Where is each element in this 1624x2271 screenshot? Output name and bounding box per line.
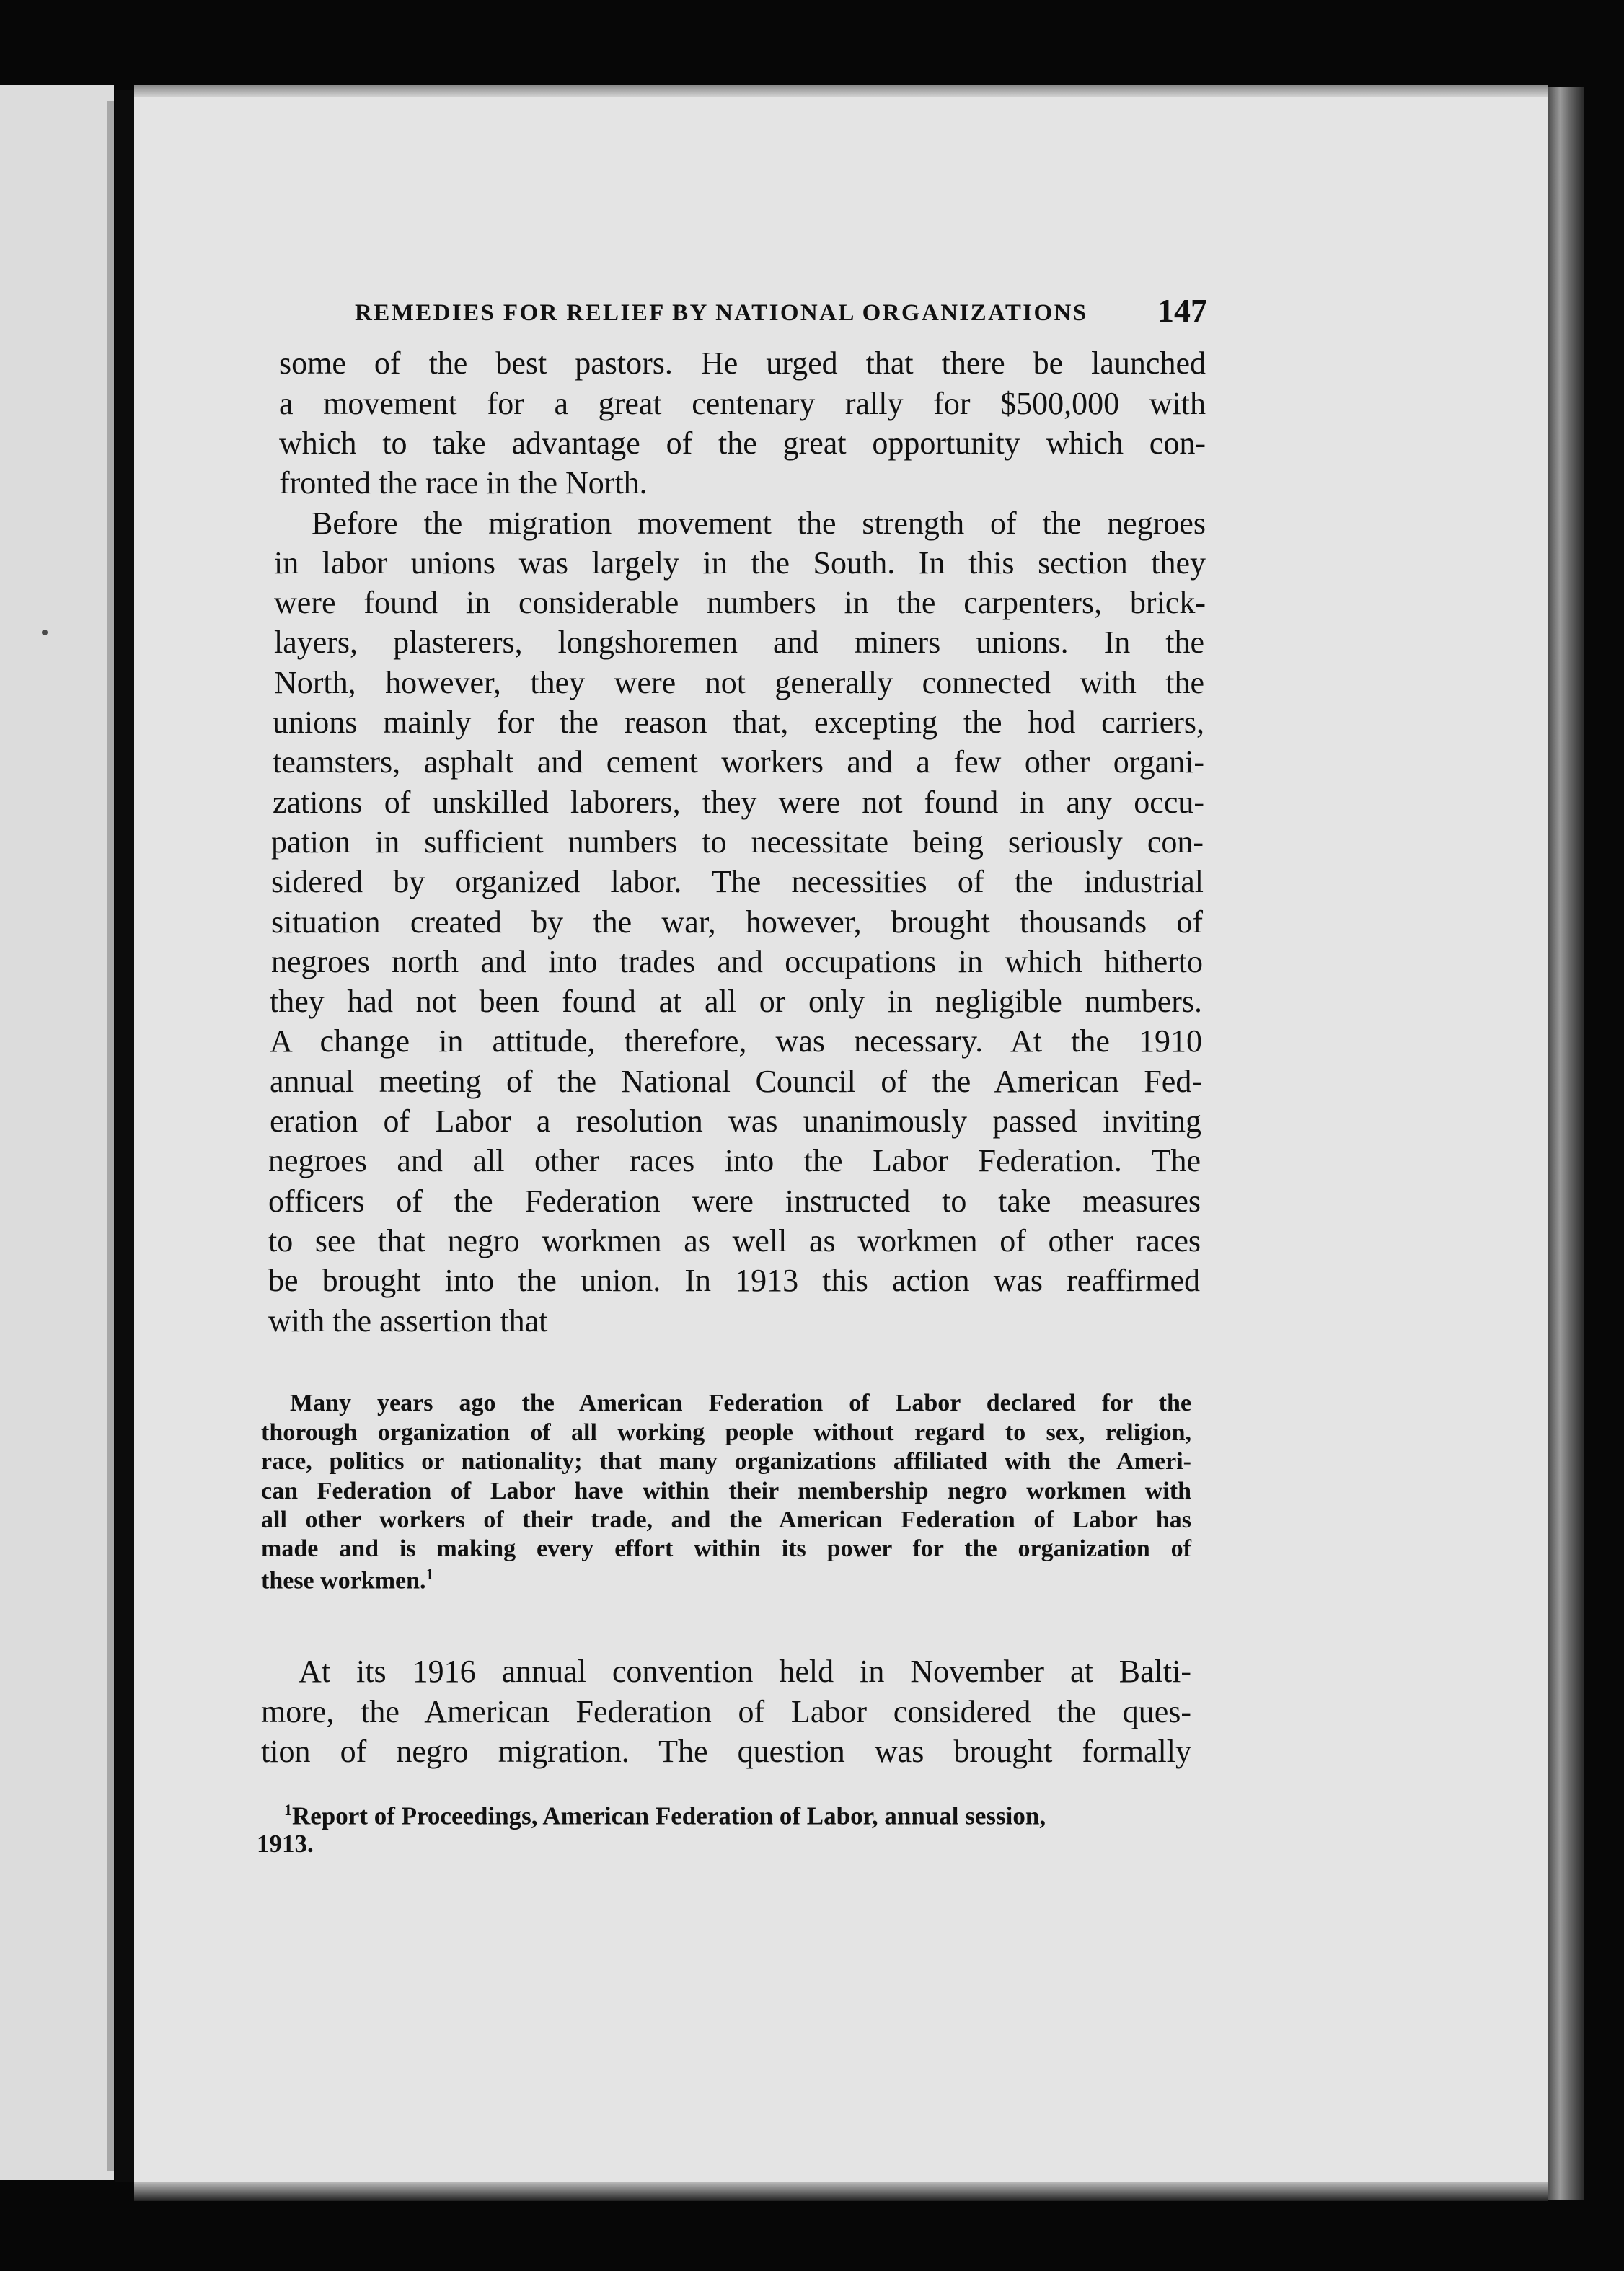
body-line: be brought into the union. In 1913 this action was reaffirmed xyxy=(268,1263,1200,1298)
body-line: pation in sufficient numbers to necessitate being seriously con- xyxy=(271,824,1204,860)
footnote-line: 1913. xyxy=(257,1830,314,1858)
quote-line: made and is making every effort within its power for the organization of xyxy=(261,1535,1191,1562)
body-line: Before the migration movement the strength of the negroes xyxy=(312,506,1206,541)
body-line: with the assertion that xyxy=(268,1303,548,1339)
body-line: layers, plasterers, longshoremen and miners unions. In the xyxy=(274,625,1204,660)
facing-page-shadow xyxy=(107,101,114,2171)
quote-line xyxy=(261,1565,1191,1595)
footnote-text: Report of Proceedings, American Federation of Labor, annual session, xyxy=(292,1802,1046,1830)
body-line: fronted the race in the North. xyxy=(279,465,648,500)
page-bottom-edge xyxy=(134,2179,1548,2201)
body-line: in labor unions was largely in the South. In this section they xyxy=(274,545,1206,581)
quote-last-text: these workmen. xyxy=(261,1567,426,1595)
body-line: officers of the Federation were instructed to take measures xyxy=(268,1183,1201,1219)
body-line: were found in considerable numbers in the carpenters, brick- xyxy=(274,585,1206,620)
body-line: annual meeting of the National Council of the American Fed- xyxy=(270,1064,1202,1099)
footnote-marker: 1 xyxy=(284,1801,292,1819)
footnote-line xyxy=(284,1801,1194,1831)
body-line: eration of Labor a resolution was unanimously passed inviting xyxy=(270,1103,1201,1139)
body-line: unions mainly for the reason that, excepting the hod carriers, xyxy=(273,705,1204,740)
page-number: 147 xyxy=(1157,292,1207,329)
book-gutter xyxy=(115,90,134,2182)
page-top-edge xyxy=(134,85,1548,98)
facing-page-edge xyxy=(0,85,114,2180)
body-line: they had not been found at all or only in negligible numbers. xyxy=(270,984,1202,1019)
quote-line: can Federation of Labor have within their membership negro workmen with xyxy=(261,1478,1191,1504)
quote-line: all other workers of their trade, and the American Federation of Labor has xyxy=(261,1507,1191,1533)
quote-line: Many years ago the American Federation of Labor declared for the xyxy=(290,1390,1191,1416)
footnote-reference: 1 xyxy=(425,1565,434,1583)
running-title: REMEDIES FOR RELIEF BY NATIONAL ORGANIZATIONS xyxy=(355,300,1088,326)
body-line: At its 1916 annual convention held in November at Balti- xyxy=(299,1654,1191,1689)
body-line: negroes and all other races into the Labor Federation. The xyxy=(268,1143,1201,1178)
quote-line: race, politics or nationality; that many organizations affiliated with the Ameri- xyxy=(261,1448,1191,1475)
body-line: zations of unskilled laborers, they were not found in any occu- xyxy=(273,785,1204,820)
body-line: situation created by the war, however, brought thousands of xyxy=(271,904,1203,940)
body-line: teamsters, asphalt and cement workers and a few other organi- xyxy=(273,744,1204,780)
body-line: a movement for a great centenary rally for $500,000 with xyxy=(279,386,1206,421)
body-line: North, however, they were not generally connected with the xyxy=(274,665,1204,700)
scan-speck xyxy=(42,630,48,635)
body-line: negroes north and into trades and occupations in which hitherto xyxy=(271,944,1203,979)
body-line: sidered by organized labor. The necessities of the industrial xyxy=(271,864,1204,899)
body-line: some of the best pastors. He urged that there be launched xyxy=(279,345,1206,381)
body-line: A change in attitude, therefore, was necessary. At the 1910 xyxy=(270,1023,1202,1059)
page-fore-edge xyxy=(1548,87,1584,2200)
body-line: which to take advantage of the great opportunity which con- xyxy=(279,425,1206,461)
body-line: more, the American Federation of Labor considered the ques- xyxy=(261,1694,1191,1729)
body-line: tion of negro migration. The question was brought formally xyxy=(261,1734,1191,1769)
running-header xyxy=(355,294,1220,332)
body-line: to see that negro workmen as well as workmen of other races xyxy=(268,1223,1201,1258)
quote-line: thorough organization of all working people without regard to sex, religion, xyxy=(261,1419,1191,1446)
